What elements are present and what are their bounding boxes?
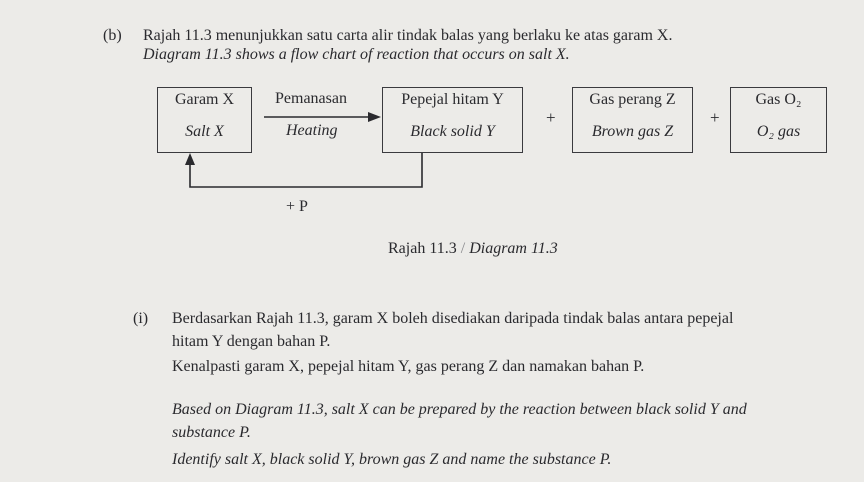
brown-gas-label-malay: Gas perang Z [589, 91, 676, 108]
oxygen-label-malay: Gas O₂ [755, 91, 802, 108]
subquestion-english-line-2: substance P. [172, 424, 251, 441]
question-intro-malay: Rajah 11.3 menunjukkan satu carta alir tindak balas yang berlaku ke atas garam X. [143, 27, 673, 44]
black-solid-label-english: Black solid Y [410, 123, 495, 140]
subquestion-malay-line-3: Kenalpasti garam X, pepejal hitam Y, gas perang Z dan namakan bahan P. [172, 358, 645, 375]
oxygen-label-english: O₂ gas [756, 123, 801, 140]
black-solid-y-box [382, 87, 523, 153]
return-label-plus-p: + P [286, 198, 308, 215]
caption-english: Diagram 11.3 [469, 240, 558, 257]
question-intro-english: Diagram 11.3 shows a flow chart of reaction that occurs on salt X. [143, 46, 570, 63]
caption-malay: Rajah 11.3 [388, 240, 457, 257]
brown-gas-label-english: Brown gas Z [591, 123, 674, 140]
subquestion-english-line-3: Identify salt X, black solid Y, brown gas Z and name the substance P. [172, 451, 612, 468]
heating-arrow [262, 110, 382, 124]
black-solid-label-malay: Pepejal hitam Y [401, 91, 504, 108]
salt-x-label-malay: Garam X [174, 91, 235, 108]
subquestion-english-line-1: Based on Diagram 11.3, salt X can be prepared by the reaction between black solid Y and [172, 401, 747, 418]
heating-label-english: Heating [286, 122, 338, 139]
question-label: (b) [103, 27, 122, 44]
salt-x-box [157, 87, 252, 153]
diagram-caption [388, 240, 558, 258]
subquestion-label: (i) [133, 310, 149, 327]
salt-x-label-english: Salt X [185, 123, 224, 140]
return-arrow [180, 150, 430, 195]
caption-separator: / [456, 240, 470, 257]
brown-gas-z-box [572, 87, 693, 153]
subquestion-malay-line-2: hitam Y dengan bahan P. [172, 333, 331, 350]
subquestion-malay-line-1: Berdasarkan Rajah 11.3, garam X boleh disediakan daripada tindak balas antara pepejal [172, 310, 734, 327]
plus-sign-1: + [546, 108, 556, 127]
heating-label-malay: Pemanasan [275, 90, 347, 107]
oxygen-gas-box [730, 87, 827, 153]
plus-sign-2: + [710, 108, 720, 127]
